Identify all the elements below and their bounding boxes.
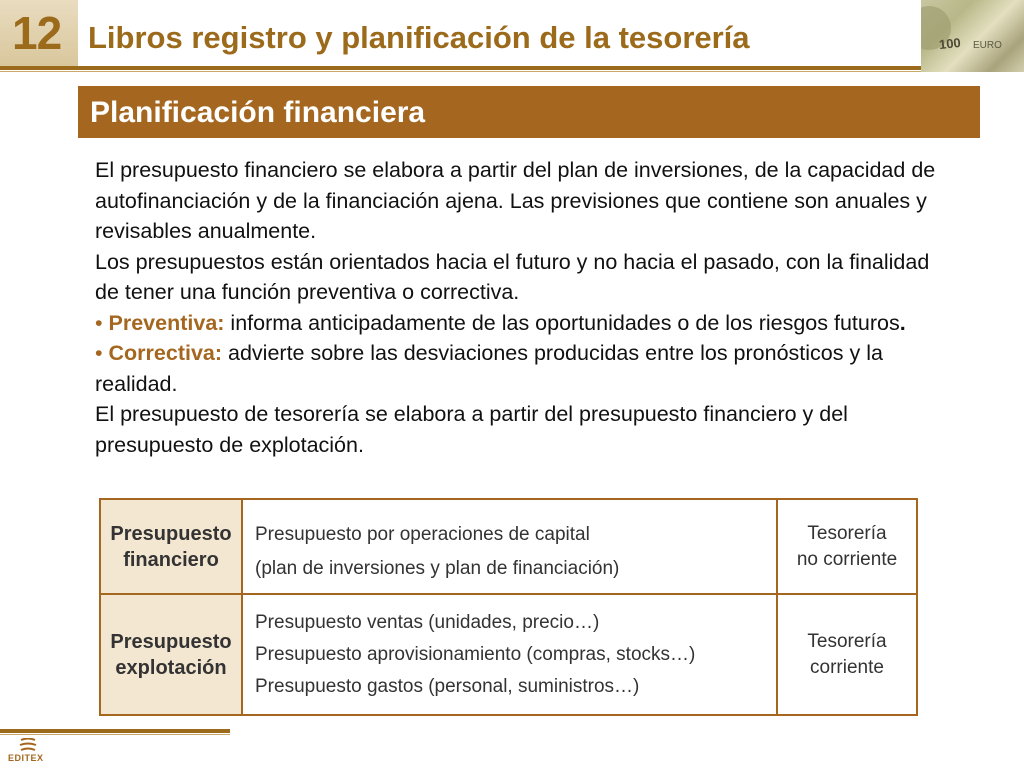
bullet-text-correctiva: advierte sobre las desviaciones producidas entre los pronósticos y la realidad. [95, 341, 883, 396]
banknote-currency: EURO [973, 40, 1002, 51]
row-tag [797, 521, 897, 573]
row-tag-line: corriente [810, 656, 884, 678]
row-header [110, 521, 231, 573]
row-header-cell [101, 500, 243, 593]
editex-logo [8, 738, 48, 766]
chapter-number-box [0, 0, 78, 66]
row-detail-line: Presupuesto ventas (unidades, precio…) [255, 612, 600, 633]
bullet-term-preventiva: Preventiva: [108, 310, 225, 335]
chapter-number: 12 [12, 7, 62, 59]
page-title: Libros registro y planificación de la tesorería [88, 20, 750, 55]
row-tag-cell [778, 595, 916, 714]
footer-divider [0, 729, 230, 733]
header-divider-thin [0, 71, 925, 72]
bullet-mark: • [95, 310, 103, 335]
row-detail-cell [243, 595, 778, 714]
paragraph-3: El presupuesto de tesorería se elabora a partir del presupuesto financiero y del presupuesto de explotación. [95, 402, 848, 457]
body-text [95, 155, 955, 460]
bullet-term-correctiva: Correctiva: [108, 341, 223, 365]
table-row [101, 500, 916, 595]
row-header-cell [101, 595, 243, 714]
row-tag-line: Tesorería [807, 522, 887, 544]
row-detail-line: Presupuesto gastos (personal, suministros…) [255, 676, 640, 697]
budget-summary-table [99, 498, 918, 716]
bullet-end-dot: . [899, 310, 906, 335]
row-tag-line: Tesorería [807, 630, 887, 652]
row-detail-lines [255, 595, 776, 703]
row-header-line: Presupuesto [110, 630, 232, 653]
row-detail-cell [243, 500, 778, 593]
footer-divider-thin [0, 734, 230, 735]
row-detail-line: Presupuesto aprovisionamiento (compras, stocks…) [255, 644, 696, 665]
row-tag [807, 629, 886, 681]
section-header-bar [78, 86, 980, 138]
bullet-text-preventiva: informa anticipadamente de las oportunidades o de los riesgos futuros [230, 310, 900, 335]
bullet-correctiva [95, 338, 955, 399]
editex-logo-text: EDITEX [8, 753, 44, 763]
banknote-image [921, 0, 1024, 72]
banknote-value: 100 [938, 34, 962, 53]
editex-logo-icon [18, 738, 38, 752]
row-detail-lines [255, 500, 776, 586]
section-title: Planificación financiera [90, 96, 426, 129]
row-detail-line: (plan de inversiones y plan de financiación) [255, 558, 620, 579]
row-header-line: financiero [123, 548, 219, 571]
paragraph-1: El presupuesto financiero se elabora a partir del plan de inversiones, de la capacidad de autofinanciación y de la financiación ajena. Las previsiones que contiene son anuales y revisables anualmente. [95, 158, 936, 243]
row-detail-line: Presupuesto por operaciones de capital [255, 524, 590, 545]
row-header-line: explotación [115, 656, 227, 679]
row-header [110, 629, 231, 681]
bullet-mark: • [95, 341, 103, 365]
paragraph-2: Los presupuestos están orientados hacia el futuro y no hacia el pasado, con la finalidad de tener una función preventiva o correctiva. [95, 249, 930, 304]
header-divider [0, 66, 925, 70]
row-header-line: Presupuesto [110, 522, 232, 545]
bullet-preventiva [95, 308, 955, 339]
row-tag-line: no corriente [796, 548, 898, 570]
table-row [101, 595, 916, 714]
row-tag-cell [778, 500, 916, 593]
